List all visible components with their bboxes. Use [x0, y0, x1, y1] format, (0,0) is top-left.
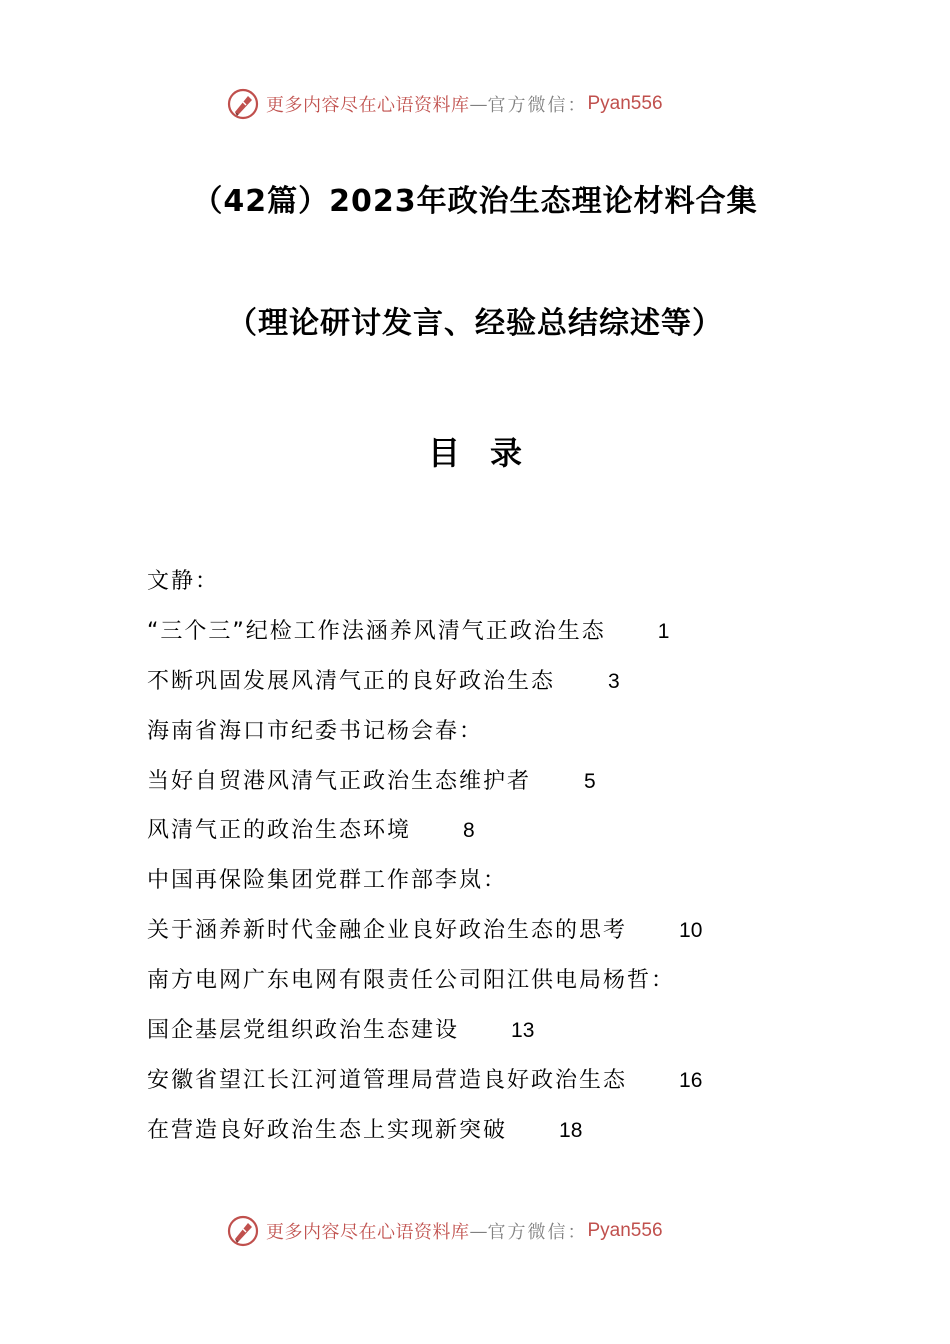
toc-page-number: 1	[657, 619, 670, 643]
toc-entry	[147, 663, 847, 713]
toc-entry	[147, 713, 847, 763]
toc-entry-text: 安徽省望江长江河道管理局营造良好政治生态	[147, 1067, 628, 1093]
toc-entry	[147, 613, 847, 663]
toc-entry	[147, 862, 847, 912]
document-subtitle: （理论研讨发言、经验总结综述等）	[227, 306, 723, 341]
toc-entry	[147, 763, 847, 813]
watermark-label: 官方微信：	[487, 1222, 588, 1243]
toc-entry-text: 中国再保险集团党群工作部李岚：	[147, 868, 508, 894]
pen-nib-icon	[226, 1214, 260, 1248]
toc-entry	[147, 1012, 847, 1062]
toc-page-number: 8	[463, 819, 475, 843]
toc-entry-text: 风清气正的政治生态环境	[147, 818, 412, 844]
watermark-label: 官方微信：	[487, 95, 588, 116]
toc-entry-text: 国企基层党组织政治生态建设	[147, 1018, 460, 1044]
toc-entry-text: 文静：	[147, 569, 220, 594]
toc-entry-text: 海南省海口市纪委书记杨会春：	[147, 718, 484, 744]
toc-page-number: 18	[559, 1118, 583, 1142]
footer-watermark	[226, 1211, 663, 1251]
toc-entry-text: “三个三”纪检工作法涵养风清气正政治生态	[147, 618, 606, 644]
toc-entry	[147, 812, 847, 862]
toc-heading: 目录	[427, 434, 552, 472]
toc-entry-text: 在营造良好政治生态上实现新突破	[147, 1117, 508, 1143]
watermark-wechat-id: Pyan556	[587, 93, 663, 114]
toc-entry-text: 关于涵养新时代金融企业良好政治生态的思考	[147, 918, 628, 944]
toc-entry-text: 不断巩固发展风清气正的良好政治生态	[147, 668, 556, 694]
toc-page-number: 10	[679, 919, 703, 943]
table-of-contents	[147, 563, 847, 1162]
pen-nib-icon	[226, 87, 260, 121]
toc-page-number: 3	[608, 669, 620, 693]
watermark-separator: —	[469, 1220, 488, 1242]
document-title: （42篇）2023年政治生态理论材料合集	[192, 184, 758, 219]
watermark-separator: —	[469, 93, 488, 115]
watermark-text: 更多内容尽在心语资料库	[266, 95, 470, 116]
toc-entry	[147, 563, 847, 613]
toc-entry	[147, 912, 847, 962]
toc-entry-text: 当好自贸港风清气正政治生态维护者	[147, 768, 532, 794]
toc-entry	[147, 1062, 847, 1112]
watermark-text: 更多内容尽在心语资料库	[266, 1222, 470, 1243]
toc-page-number: 5	[584, 769, 596, 793]
toc-entry	[147, 1112, 847, 1162]
header-watermark	[226, 84, 663, 124]
watermark-wechat-id: Pyan556	[587, 1220, 663, 1241]
toc-page-number: 13	[511, 1019, 535, 1043]
toc-entry-text: 南方电网广东电网有限责任公司阳江供电局杨哲：	[147, 968, 676, 994]
toc-entry	[147, 962, 847, 1012]
toc-page-number: 16	[679, 1068, 703, 1092]
